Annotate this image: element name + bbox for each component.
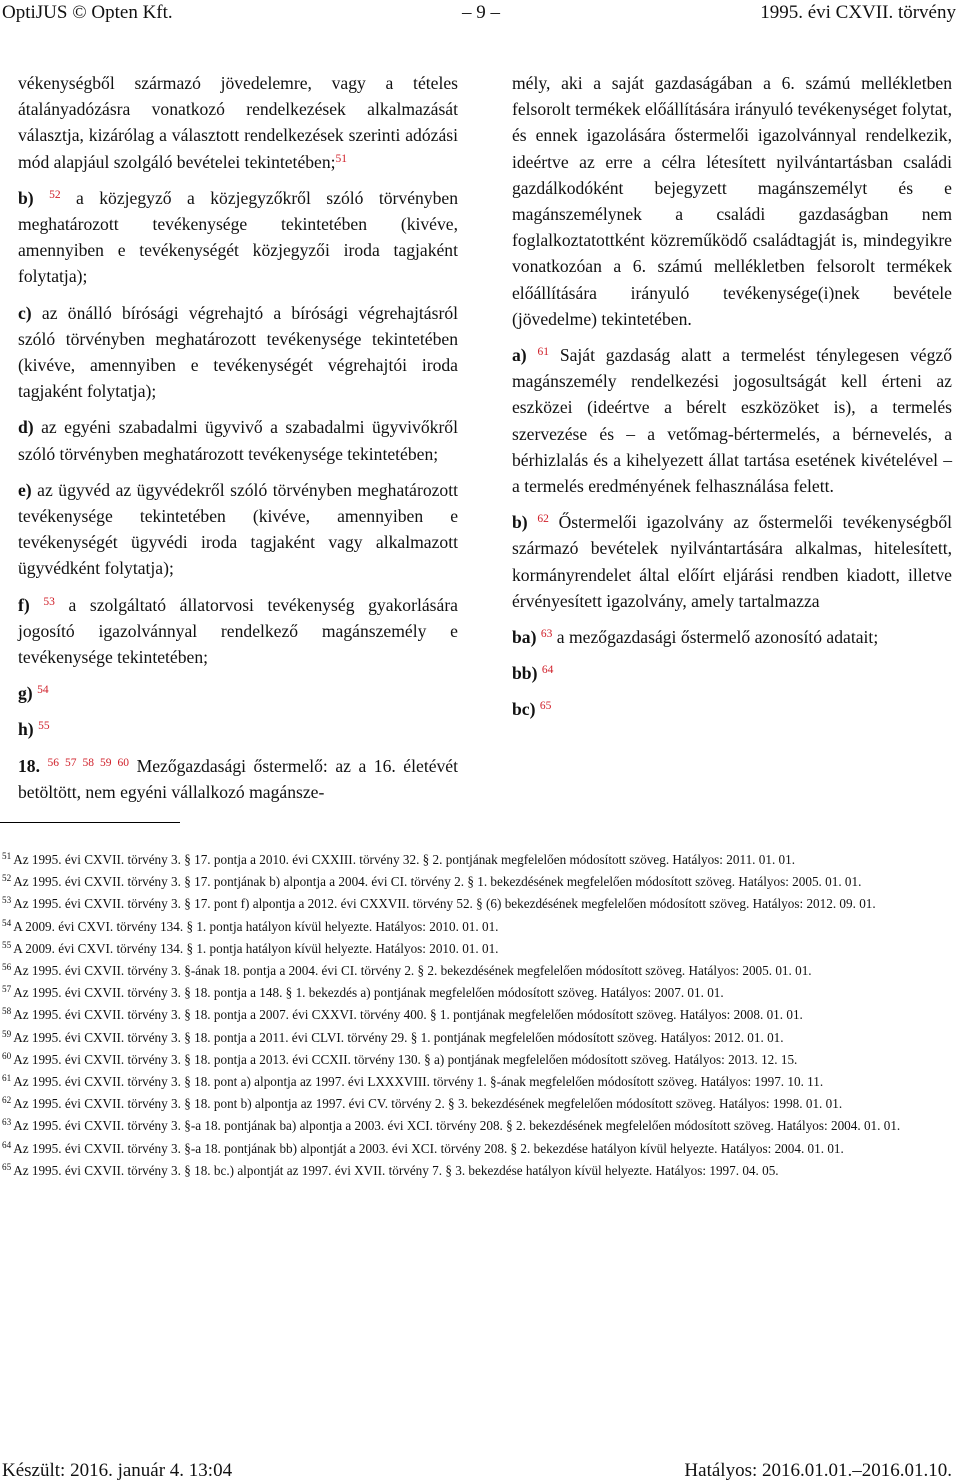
item-label: e)	[18, 479, 32, 500]
footnote-number: 51	[2, 851, 12, 861]
footnote-number: 56	[2, 962, 12, 973]
list-item-b	[18, 185, 458, 290]
footnote	[2, 982, 954, 1004]
footnote-number: 65	[2, 1161, 12, 1172]
footnote-ref[interactable]: 53	[43, 595, 55, 608]
footnote	[2, 960, 954, 982]
list-item-b	[512, 509, 952, 614]
footnote-text: Az 1995. évi CXVII. törvény 3. § 18. pontja a 2007. évi CXXVI. törvény 400. § 1. pontjának megfelelően módosított szöveg. Hatályos: 2008. 01. 01.	[13, 1007, 803, 1023]
footnote-text: Az 1995. évi CXVII. törvény 3. §-a 18. pontjának bb) alpontját a 2003. évi XCI. törvény 208. § 2. bekezdése hatályon kívül helyezte. Hatályos: 2004. 01. 01.	[13, 1140, 844, 1156]
continuation-text: mély, aki a saját gazdaságában a 6. számú mellékletben felsorolt termékek előállítására irányuló tevékenységet folytat, és ennek igazolására őstermelői igazolvánnyal rendelkezik, ideértve az erre a célra létesített nyilvántartásban családi gazdálkodóként bejegyzett magánszemélyt és e magánszemélynek a családi gazdaságban nem foglalkoztatottként közreműködő családtagját is, mindegyikre vonatkozóan a 6. számú mellékletben felsorolt termékek előállítására irányuló tevékenysége(i)nek bevétele (jövedelme) tekintetében.	[512, 73, 952, 329]
footnote-text: Az 1995. évi CXVII. törvény 3. § 18. pont b) alpontja az 1997. évi CV. törvény 2. § 3. bekezdésének megfelelően módosított szöveg. Hatályos: 1998. 01. 01.	[13, 1096, 843, 1112]
intro-text: vékenységből származó jövedelemre, vagy a tételes átalányadózásra vonatkozó rendelkezések alkalmazását választja, kizárólag a választott rendelkezések szerinti adózási mód alapjául szolgáló bevételei tekintetében;	[18, 73, 458, 172]
footnote-text: Az 1995. évi CXVII. törvény 3. § 18. pont a) alpontja az 1997. évi LXXXVIII. törvény 1. §-ának megfelelően módosított szöveg. Hatályos: 1997. 10. 11.	[13, 1074, 824, 1090]
list-item-g	[18, 680, 458, 706]
list-item-a	[512, 342, 952, 499]
footnote-number: 63	[2, 1117, 12, 1128]
footnote	[2, 1138, 954, 1160]
footnote-number: 57	[2, 984, 12, 995]
footnote-number: 64	[2, 1139, 12, 1150]
list-item-f	[18, 592, 458, 671]
list-item-h	[18, 716, 458, 742]
footnote-text: A 2009. évi CXVI. törvény 134. § 1. pontja hatályon kívül helyezte. Hatályos: 2010. 01. 01.	[13, 940, 499, 956]
item-label: b)	[512, 512, 528, 533]
footnote-text: Az 1995. évi CXVII. törvény 3. § 18. pontja a 148. § 1. bekezdés a) pontjának megfelelően módosított szöveg. Hatályos: 2007. 01. 01.	[13, 985, 724, 1001]
item-text: a közjegyző a közjegyzőkről szóló törvényben meghatározott tevékenysége tekintetében (kivéve, amennyiben e tevékenységét közjegyzői iroda tagjaként folytatja);	[18, 187, 458, 287]
intro-paragraph	[18, 70, 458, 175]
list-item-e	[18, 477, 458, 582]
footnotes	[2, 849, 954, 1182]
left-column	[18, 70, 458, 815]
footnote-divider	[0, 822, 180, 823]
footnote-ref[interactable]: 61	[537, 346, 549, 359]
footnote-number: 61	[2, 1073, 12, 1084]
footnote	[2, 1049, 954, 1071]
footnote-number: 59	[2, 1028, 12, 1039]
section-text: Mezőgazdasági őstermelő: az a 16. életévét betöltött, nem egyéni vállalkozó magánsze-	[18, 755, 459, 802]
footnote	[2, 1071, 954, 1093]
footnote-number: 60	[2, 1050, 12, 1061]
footnote-text: Az 1995. évi CXVII. törvény 3. § 17. pontja a 2010. évi CXXIII. törvény 32. § 2. pontjának megfelelően módosított szöveg. Hatályos: 2011. 01. 01.	[13, 852, 796, 867]
footnote	[2, 1004, 954, 1026]
continuation-paragraph	[512, 70, 952, 332]
footnote	[2, 893, 954, 915]
item-text: az egyéni szabadalmi ügyvivő a szabadalmi ügyvivőkről szóló törvényben meghatározott tevékenysége tekintetében;	[18, 417, 458, 464]
footnote-ref[interactable]: 62	[537, 513, 549, 526]
header-page-number: – 9 –	[462, 2, 500, 23]
footnote-ref[interactable]: 51	[335, 152, 348, 165]
item-text: a szolgáltató állatorvosi tevékenység gyakorlására jogosító igazolvánnyal rendelkező magánszemély e tevékenysége tekintetében;	[18, 594, 458, 668]
footer-created: Készült: 2016. január 4. 13:04	[2, 1460, 233, 1481]
section-label: 18.	[18, 755, 40, 776]
footnote-text: Az 1995. évi CXVII. törvény 3. § 18. bc.) alpontját az 1997. évi XVII. törvény 7. § 3. bekezdése hatályon kívül helyezte. Hatályos: 1997. 04. 05.	[13, 1162, 779, 1178]
item-label: b)	[18, 187, 34, 208]
footnote-number: 58	[2, 1006, 12, 1017]
list-item-bc	[512, 696, 952, 722]
footnote	[2, 1160, 954, 1182]
footnote	[2, 1093, 954, 1115]
footnote-number: 55	[2, 939, 12, 950]
footnote-ref[interactable]: 63	[540, 628, 553, 641]
list-item-bb	[512, 660, 952, 686]
footnote	[2, 1115, 954, 1137]
footnote	[2, 871, 954, 893]
footnote	[2, 916, 954, 938]
item-label: d)	[18, 417, 34, 438]
footnote-ref[interactable]: 65	[539, 700, 552, 713]
item-text: a mezőgazdasági őstermelő azonosító adatait;	[556, 627, 879, 648]
item-text: az ügyvéd az ügyvédekről szóló törvényben meghatározott tevékenysége tekintetében (kivéve, amennyiben e tevékenységét ügyvédi iroda tagjaként vagy alkalmazott ügyvédként folytatja);	[18, 479, 458, 579]
item-text: Őstermelői igazolvány az őstermelői tevékenységből származó bevételek nyilvántartására alkalmas, hitelesített, kormányrendelet által előírt eljárási rendben kiadott, illetve érvényesített igazolvány, amely tartalmazza	[512, 512, 953, 611]
item-label: bc)	[512, 699, 536, 720]
footnote-text: Az 1995. évi CXVII. törvény 3. §-ának 18. pontja a 2004. évi CI. törvény 2. § 2. bekezdésének megfelelően módosított szöveg. Hatályos: 2005. 01. 01.	[13, 963, 812, 979]
footnote-number: 53	[2, 895, 12, 906]
item-label: c)	[18, 302, 32, 323]
footnote-text: A 2009. évi CXVI. törvény 134. § 1. pontja hatályon kívül helyezte. Hatályos: 2010. 01. 01.	[13, 918, 499, 934]
footnote	[2, 1027, 954, 1049]
footnote-ref[interactable]: 64	[541, 664, 554, 677]
item-label: g)	[18, 683, 33, 704]
footnote-text: Az 1995. évi CXVII. törvény 3. § 17. pontjának b) alpontja a 2004. évi CI. törvény 2. § 1. bekezdésének megfelelően módosított szöveg. Hatályos: 2005. 01. 01.	[13, 874, 862, 890]
right-column	[512, 70, 952, 733]
item-text: Saját gazdaság alatt a termelést ténylegesen végző magánszemély rendelkezési jogosultságát kell érteni az eszközei (ideértve a bérelt eszközöket is), a termelés szervezése és – a vetőmag-bértermelés, a bérnevelés, a bérhizlalás és a kihelyezett állat tartása esetének kivételével – a termelés eredményének felhasználása felett.	[512, 345, 953, 497]
footnote-ref[interactable]: 54	[37, 684, 49, 697]
footnote-ref[interactable]: 52	[49, 188, 61, 201]
item-label: f)	[18, 594, 30, 615]
footnote	[2, 938, 954, 960]
header-publisher: OptiJUS © Opten Kft.	[2, 2, 173, 23]
footnote-text: Az 1995. évi CXVII. törvény 3. § 18. pontja a 2013. évi CCXII. törvény 130. § a) pontjának megfelelően módosított szöveg. Hatályos: 2013. 12. 15.	[13, 1051, 798, 1067]
header-law-title: 1995. évi CXVII. törvény	[760, 2, 956, 23]
footnote-text: Az 1995. évi CXVII. törvény 3. § 18. pontja a 2011. évi CLVI. törvény 29. § 1. pontjának megfelelően módosított szöveg. Hatályos: 2012. 01. 01.	[13, 1029, 784, 1045]
item-label: a)	[512, 345, 527, 366]
list-item-c	[18, 300, 458, 405]
footnote	[2, 849, 954, 871]
section-18	[18, 753, 458, 805]
page-footer	[0, 1460, 960, 1484]
footnote-refs[interactable]: 56 57 58 59 60	[47, 756, 130, 769]
list-item-ba	[512, 624, 952, 650]
footnote-number: 52	[2, 873, 12, 884]
item-text: az önálló bírósági végrehajtó a bírósági végrehajtásról szóló törvényben meghatározott tevékenysége tekintetében (kivéve, amennyiben e tevékenységét végrehajtói iroda tagjaként folytatja);	[18, 302, 459, 402]
footer-effective: Hatályos: 2016.01.01.–2016.01.10.	[684, 1460, 952, 1481]
item-label: bb)	[512, 663, 538, 684]
item-label: h)	[18, 719, 34, 740]
list-item-d	[18, 414, 458, 466]
footnote-ref[interactable]: 55	[38, 720, 50, 733]
item-label: ba)	[512, 627, 537, 648]
page-header	[0, 0, 960, 30]
footnote-text: Az 1995. évi CXVII. törvény 3. §-a 18. pontjának ba) alpontja a 2003. évi XCI. törvény 208. § 2. bekezdésének megfelelően módosított szöveg. Hatályos: 2004. 01. 01.	[13, 1118, 901, 1134]
footnote-number: 62	[2, 1095, 12, 1106]
footnote-text: Az 1995. évi CXVII. törvény 3. § 17. pont f) alpontja a 2012. évi CXXVII. törvény 52. § (6) bekezdésének megfelelően módosított szöveg. Hatályos: 2012. 09. 01.	[13, 896, 876, 912]
footnote-number: 54	[2, 917, 12, 928]
